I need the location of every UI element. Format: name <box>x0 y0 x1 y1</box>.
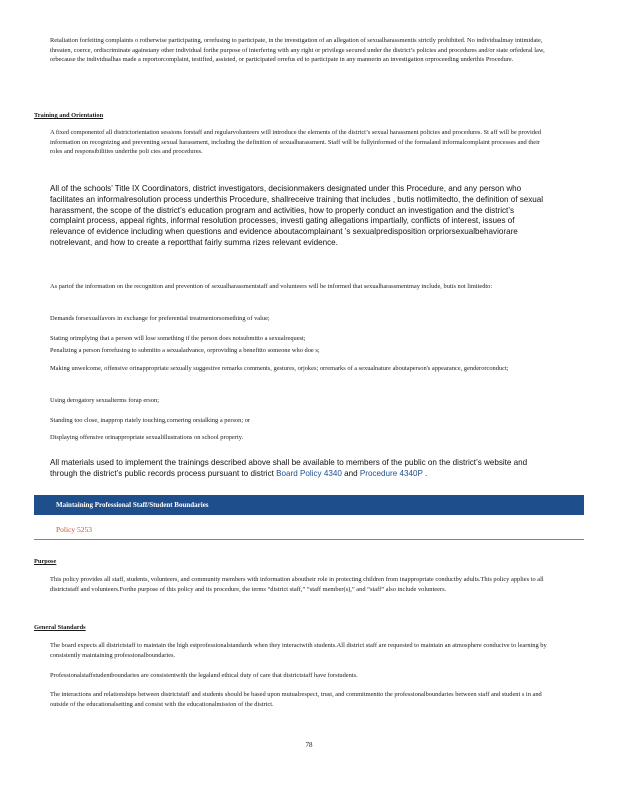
standards-paragraph-2: Professionalstaffstudentboundaries are consistentwith the legaland ethical duty of care that districtstaff have forstudents. <box>50 672 358 679</box>
banner-title: Maintaining Professional Staff/Student Boundaries <box>56 501 209 509</box>
list-item: Making unwelcome, offensive orinappropriate sexually suggestive remarks comments, gestures, orjokes; orremarks of a sexualnature aboutaperson's appearance, genderorconduct; <box>50 365 509 372</box>
purpose-paragraph: This policy provides all staff, students, volunteers, and community members with information aboutheir role in protecting children from inappropriate conductby adults.This policy applies to all districtstaff and volunteers.Forthe purpose of this policy and its procedure, the terms “district staff,” “staff member(s),” and “staff” also include volunteers. <box>50 576 544 593</box>
purpose-heading: Purpose <box>34 558 57 565</box>
retaliation-paragraph: Retaliation forfeiting complaints o rotherwise participating, orrefusing to participate, in the investigation of an allegation of sexualharassmentis strictly prohibited. No individualmay intimidate, threaten, coerce, ordiscriminate againstany other individual forthe purpose of interfering with any right or privilege secured under the district’s policies and procedures and/or state orfederal law, orbecause the individualhas made a reportorcomplaint, testified, assisted, or participated orrefus ed to participate in any mannerin an investigation orproceeding underthis Procedure. <box>50 37 545 64</box>
standards-paragraph-1: The board expects all districtstaff to maintain the high estprofessionalstandards when they interactwith students.All district staff are requested to maintain an atmosphere conducive to learning by consistently maintaining professionalboundaries. <box>50 642 547 659</box>
list-item: Standing too close, inapprop riately touching,cornering orstalking a person; or <box>50 417 251 424</box>
training-heading: Training and Orientation <box>34 112 104 119</box>
procedure-link[interactable]: Procedure 4340P <box>359 468 423 478</box>
board-policy-link[interactable]: Board Policy 4340 <box>276 468 342 478</box>
standards-paragraph-3: The interactions and relationships between districtstaff and students should be based upon mutualrespect, trust, and commitmentto the professionalboundaries between staff and student s in and outside of the educationalsetting and consist with the educationalmission of the district. <box>50 691 542 708</box>
list-item: Demands forsexualfavors in exchange for preferential treatmentorsomething of value; <box>50 315 270 322</box>
divider <box>34 539 584 540</box>
training-paragraph-2: All of the schools’ Title IX Coordinators, district investigators, decisionmakers designated under this Procedure, and any person who facilitates an informalresolution process underthis Procedure, shallreceive training that includes , butis notlimitedto, the definition of sexual harassment, the scope of the district’s education program and activities, how to properly conduct an investigation and the district’s complaint process, appeal rights, informal resolution processes, investi gating allegations impartially, conflicts of interest, issues of relevance of evidence including when questions and evidence aboutacomplainant ’s sexualpredisposition orpriorsexualbehaviorare notrelevant, and how to create a reportthat fairly summa rizes relevant evidence. <box>50 184 544 247</box>
list-item: Penalizing a person forrefusing to submitto a sexualadvance, orproviding a benefitto someone who doe s; <box>50 347 320 354</box>
page-number: 78 <box>305 741 313 749</box>
policy-label: Policy 5253 <box>56 525 93 534</box>
list-item: Displaying offensive orinappropriate sexualillustrations on school property. <box>50 434 244 441</box>
list-item: Stating orimplying that a person will lose something if the person does notsubmitto a sexualrequest; <box>50 335 306 342</box>
training-materials-paragraph: All materials used to implement the trainings described above shall be available to members of the public on the district’s website and through the district’s public records process pursuant to district Board Policy 4340 and Procedure 4340P . <box>50 458 528 478</box>
general-standards-heading: General Standards <box>34 624 86 631</box>
training-paragraph-1: A fixed componentof all districtorientation sessions forstaff and regularvolunteers will introduce the elements of the district’s sexual harassment policies and procedures. St aff will be provided information on recognizing and preventing sexual harassment, including the definition of sexualharassment. Staff will be fullyinformed of the formaland informalcomplaint processes and their roles and responsibilities underthe poli cies and procedures. <box>50 129 542 156</box>
section-banner <box>34 495 584 515</box>
training-paragraph-3: As partof the information on the recognition and prevention of sexualharassmentstaff and volunteers will be informed that sexualharassmentmay include, butis not limitedto: <box>50 283 493 290</box>
list-item: Using derogatory sexualterms forap erson; <box>50 397 159 404</box>
